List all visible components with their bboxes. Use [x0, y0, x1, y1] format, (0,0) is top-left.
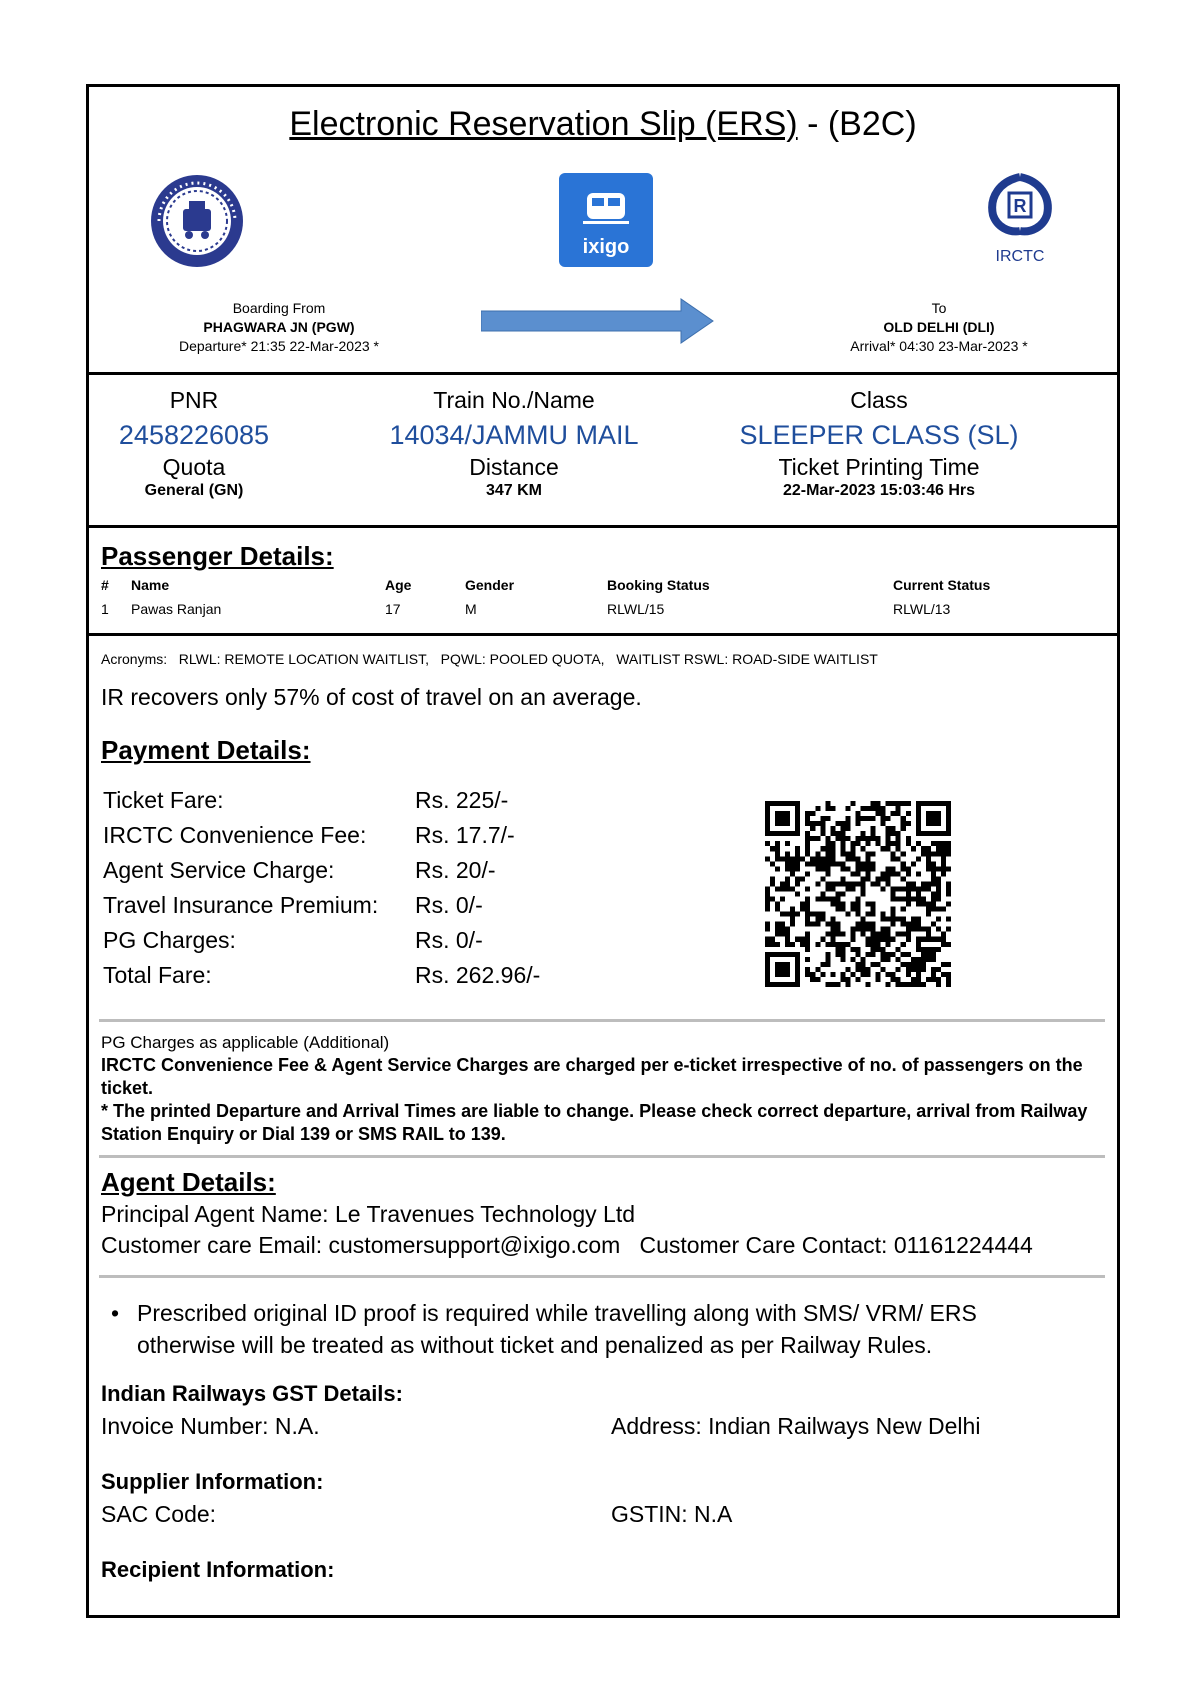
payment-row-total-fare [103, 962, 603, 997]
divider [99, 1275, 1105, 1278]
id-proof-text: Prescribed original ID proof is required while travelling along with SMS/ VRM/ ERS otherwise will be treated as without ticket and penalized as per Railway Rules. [137, 1300, 977, 1358]
pnr-label: PNR [169, 387, 219, 413]
quota-label: Quota [162, 454, 226, 480]
divider [89, 633, 1117, 636]
times-note: * The printed Departure and Arrival Times are liable to change. Please check correct departure, arrival from Railway Station Enquiry or Dial 139 or SMS RAIL to 139. [101, 1101, 1088, 1144]
id-proof-notice [111, 1297, 991, 1361]
payment-row-convenience-fee [103, 822, 603, 857]
payment-value: Rs. 17.7/- [415, 822, 515, 848]
payment-row-agent-charge [103, 857, 603, 892]
pnr-value: 2458226085 [118, 420, 270, 450]
sac-code: SAC Code: [101, 1501, 217, 1527]
passenger-table-header [101, 573, 1061, 597]
class-block [729, 387, 1029, 500]
irctc-logo-icon [975, 171, 1065, 267]
divider [99, 1019, 1105, 1022]
destination-label: To [931, 300, 947, 316]
payment-row-insurance [103, 892, 603, 927]
payment-label: Agent Service Charge: [103, 857, 335, 883]
train-block [379, 387, 649, 500]
payment-value: Rs. 0/- [415, 892, 483, 918]
payment-label: Travel Insurance Premium: [103, 892, 379, 918]
svg-text:ixigo: ixigo [582, 236, 630, 258]
payment-details-title: Payment Details: [101, 735, 311, 765]
pnr-block [94, 387, 294, 500]
fee-note: IRCTC Convenience Fee & Agent Service Charges are charged per e-ticket irrespective of no. of passengers on the ticket. [101, 1055, 1083, 1098]
customer-care-email: Customer care Email: customersupport@ixigo.com [101, 1232, 621, 1258]
class-label: Class [850, 387, 908, 413]
pg-note: PG Charges as applicable (Additional) [101, 1033, 390, 1052]
print-time-label: Ticket Printing Time [778, 454, 980, 480]
boarding-station: PHAGWARA JN (PGW) [203, 319, 355, 335]
departure-time: Departure* 21:35 22-Mar-2023 * [178, 338, 379, 354]
col-num: # [101, 577, 109, 593]
col-name: Name [131, 577, 170, 593]
passenger-booking-status: RLWL/15 [607, 601, 665, 617]
divider [99, 1155, 1105, 1158]
acronyms-line [101, 651, 878, 667]
col-current-status: Current Status [893, 577, 991, 593]
payment-row-pg-charges [103, 927, 603, 962]
divider [89, 372, 1117, 375]
gstin: GSTIN: N.A [611, 1501, 733, 1527]
gst-title: Indian Railways GST Details: [101, 1381, 403, 1406]
passenger-name: Pawas Ranjan [131, 601, 222, 617]
passenger-age: 17 [385, 601, 401, 617]
principal-agent: Principal Agent Name: Le Travenues Technology Ltd [101, 1201, 636, 1227]
acronyms-label: Acronyms: [101, 651, 168, 667]
notes-block [101, 1031, 1101, 1146]
recipient-title: Recipient Information: [101, 1557, 335, 1582]
indian-railways-emblem-icon [149, 173, 245, 269]
payment-value: Rs. 225/- [415, 787, 509, 813]
payment-value: Rs. 20/- [415, 857, 496, 883]
acronyms-text: RLWL: REMOTE LOCATION WAITLIST, PQWL: POOLED QUOTA, WAITLIST RSWL: ROAD-SIDE WAITLIST [178, 651, 878, 667]
payment-label: Ticket Fare: [103, 787, 224, 813]
agent-contact-line [101, 1232, 1033, 1259]
svg-text:R: R [1013, 196, 1027, 216]
cost-recovery-notice: IR recovers only 57% of cost of travel on an average. [101, 684, 642, 710]
invoice-number: Invoice Number: N.A. [101, 1413, 320, 1439]
payment-list [103, 787, 603, 997]
page-title [89, 105, 1117, 144]
destination-block [829, 299, 1049, 356]
distance-label: Distance [469, 454, 559, 480]
passenger-details-title: Passenger Details: [101, 541, 334, 571]
table-row [101, 597, 1061, 621]
train-label: Train No./Name [433, 387, 595, 413]
qr-code-icon [765, 801, 951, 987]
class-value: SLEEPER CLASS (SL) [739, 420, 1019, 450]
col-gender: Gender [465, 577, 515, 593]
passenger-current-status: RLWL/13 [893, 601, 951, 617]
quota-value: General (GN) [144, 482, 244, 499]
ixigo-logo-icon [559, 173, 653, 267]
train-value: 14034/JAMMU MAIL [389, 420, 639, 450]
passenger-table [101, 573, 1061, 621]
bullet-icon: • [111, 1300, 120, 1326]
passenger-num: 1 [101, 601, 109, 617]
customer-care-contact: Customer Care Contact: 01161224444 [639, 1232, 1033, 1258]
payment-value: Rs. 262.96/- [415, 962, 541, 988]
ticket-frame [86, 84, 1120, 1618]
agent-details-title: Agent Details: [101, 1167, 276, 1197]
title-suffix: - (B2C) [797, 105, 917, 143]
boarding-block [169, 299, 389, 356]
payment-value: Rs. 0/- [415, 927, 483, 953]
destination-station: OLD DELHI (DLI) [883, 319, 995, 335]
print-time-value: 22-Mar-2023 15:03:46 Hrs [782, 482, 976, 499]
title-main: Electronic Reservation Slip (ERS) [289, 105, 798, 143]
payment-label: PG Charges: [103, 927, 236, 953]
gst-address: Address: Indian Railways New Delhi [611, 1413, 981, 1439]
supplier-title: Supplier Information: [101, 1469, 324, 1494]
col-age: Age [385, 577, 412, 593]
payment-label: Total Fare: [103, 962, 212, 988]
divider [89, 525, 1117, 528]
passenger-gender: M [465, 601, 477, 617]
svg-text:IRCTC: IRCTC [995, 248, 1045, 265]
distance-value: 347 KM [485, 482, 543, 499]
payment-row-ticket-fare [103, 787, 603, 822]
direction-arrow-icon [481, 297, 717, 345]
arrival-time: Arrival* 04:30 23-Mar-2023 * [850, 338, 1028, 354]
boarding-label: Boarding From [232, 300, 326, 316]
col-booking-status: Booking Status [607, 577, 710, 593]
payment-label: IRCTC Convenience Fee: [103, 822, 367, 848]
